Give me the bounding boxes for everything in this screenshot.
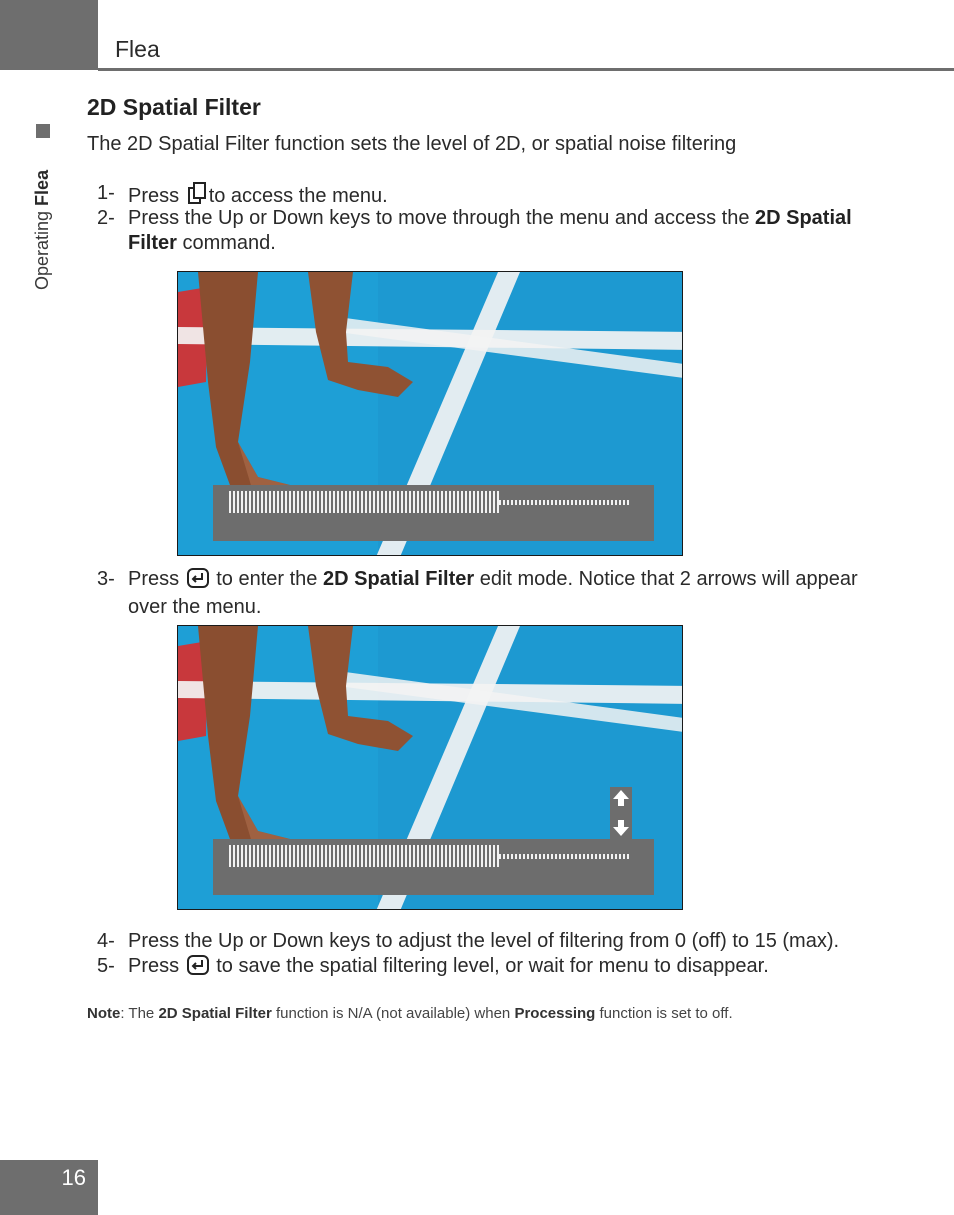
sidebar-section-label: Operating Flea bbox=[32, 169, 52, 290]
osd-menu-screenshot bbox=[177, 271, 683, 556]
osd-menu-label-glyphs bbox=[229, 845, 499, 867]
osd-menu-label-glyphs bbox=[229, 491, 499, 513]
header-block bbox=[0, 0, 98, 70]
osd-menu-bar bbox=[213, 485, 654, 541]
osd-level-gauge bbox=[499, 500, 629, 505]
osd-menu-bar bbox=[213, 839, 654, 895]
up-down-arrows bbox=[610, 787, 632, 839]
arrow-up-icon bbox=[613, 790, 629, 806]
enter-key-icon bbox=[187, 955, 209, 982]
section-intro: The 2D Spatial Filter function sets the level of 2D, or spatial noise filtering bbox=[87, 133, 737, 155]
note: Note: The 2D Spatial Filter function is N/A (not available) when Processing function is set to off. bbox=[87, 1005, 733, 1022]
osd-edit-mode-screenshot bbox=[177, 625, 683, 910]
running-header-title: Flea bbox=[115, 36, 160, 62]
header-rule bbox=[98, 68, 954, 71]
enter-key-icon bbox=[187, 568, 209, 595]
osd-level-gauge bbox=[499, 854, 629, 859]
arrow-down-icon bbox=[613, 820, 629, 836]
page-number: 16 bbox=[61, 1165, 86, 1190]
section-title: 2D Spatial Filter bbox=[87, 94, 261, 120]
